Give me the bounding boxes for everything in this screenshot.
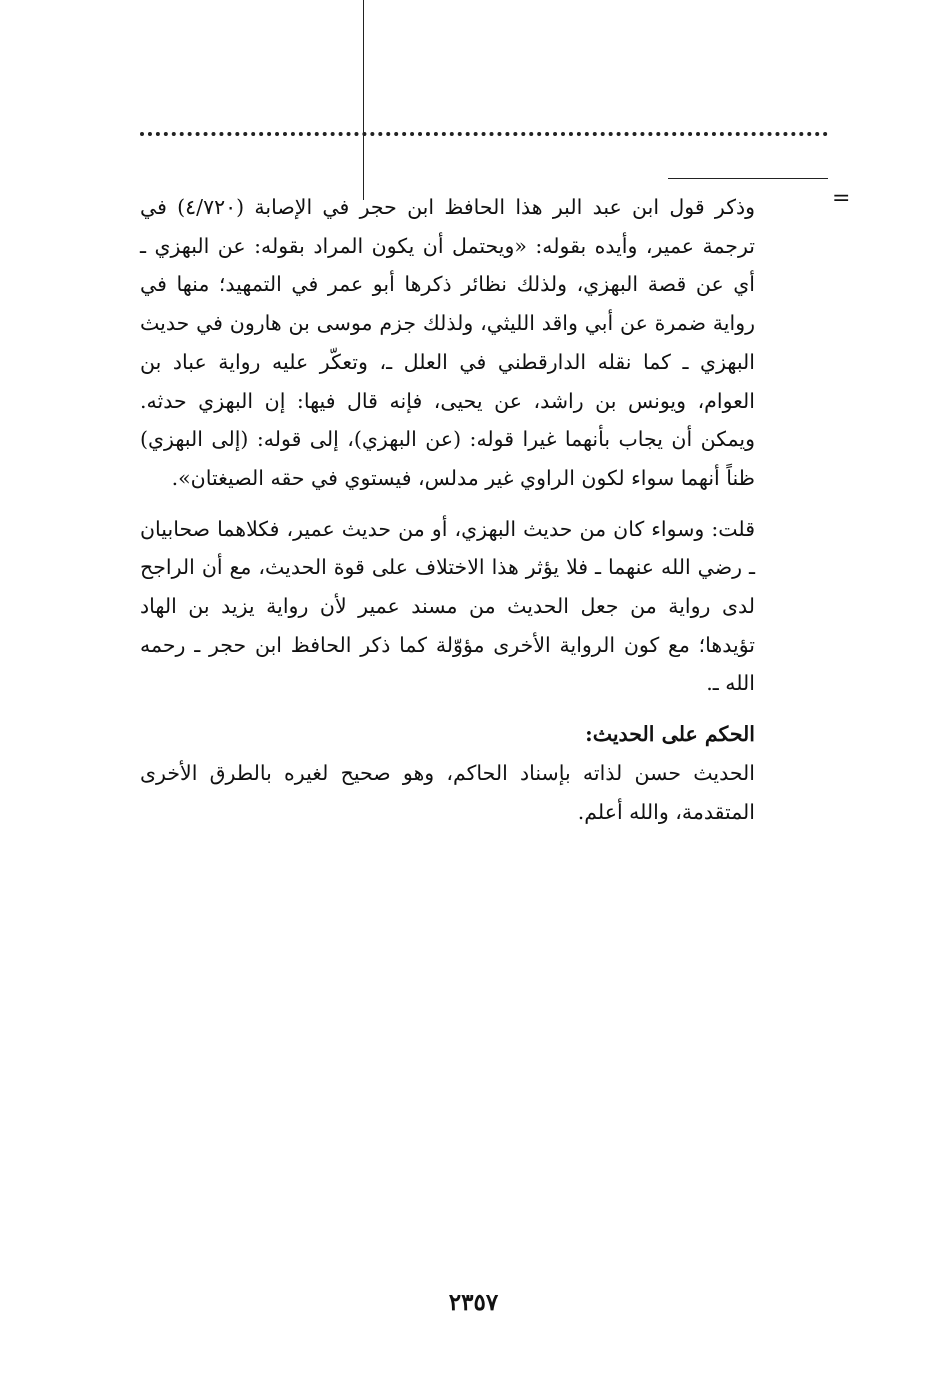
ruling-heading: الحكم على الحديث: — [585, 722, 755, 747]
dotted-separator — [140, 132, 828, 136]
footnote-paragraph-3: الحديث حسن لذاته بإسناد الحاكم، وهو صحيح لغيره بالطرق الأخرى المتقدمة، والله أعلم. — [140, 760, 755, 824]
footnote-paragraph-1: وذكر قول ابن عبد البر هذا الحافظ ابن حجر في الإصابة (٤/٧٢٠) في ترجمة عمير، وأيده بقوله: «ويحتمل أن يكون المراد بقوله: عن البهزي ـ أي عن قصة البهزي، ولذلك نظائر ذكرها أبو عمر في التمهيد؛ منها في رواية ضمرة عن أبي واقد الليثي، ولذلك جزم موسى بن هارون في حديث البهزي ـ كما نقله الدارقطني في العلل ـ، وتعكّر عليه رواية عباد بن العوام، ويونس بن راشد، عن يحيى، فإنه قال فيها: إن البهزي حدثه. ويمكن أن يجاب بأنهما غيرا قوله: (عن البهزي)، إلى قوله: (إلى البهزي) ظناً أنهما سواء لكون الراوي غير مدلس، فيستوي في حقه الصيغتان». — [140, 195, 755, 490]
continuation-marker: = — [832, 186, 851, 211]
column-divider-line — [363, 0, 364, 200]
paragraph-gap — [140, 703, 755, 715]
footnote-rule — [668, 178, 828, 179]
page-number: ٢٣٥٧ — [448, 1289, 499, 1316]
footnote-body — [140, 188, 755, 831]
footnote-paragraph-2: قلت: وسواء كان من حديث البهزي، أو من حديث عمير، فكلاهما صحابيان ـ رضي الله عنهما ـ فلا يؤثر هذا الاختلاف على قوة الحديث، مع أن الراجح لدى رواية من جعل الحديث من مسند عمير لأن رواية يزيد بن الهاد تؤيدها؛ مع كون الرواية الأخرى مؤوّلة كما ذكر الحافظ ابن حجر ـ رحمه الله ـ. — [140, 516, 755, 696]
paragraph-gap — [140, 498, 755, 510]
